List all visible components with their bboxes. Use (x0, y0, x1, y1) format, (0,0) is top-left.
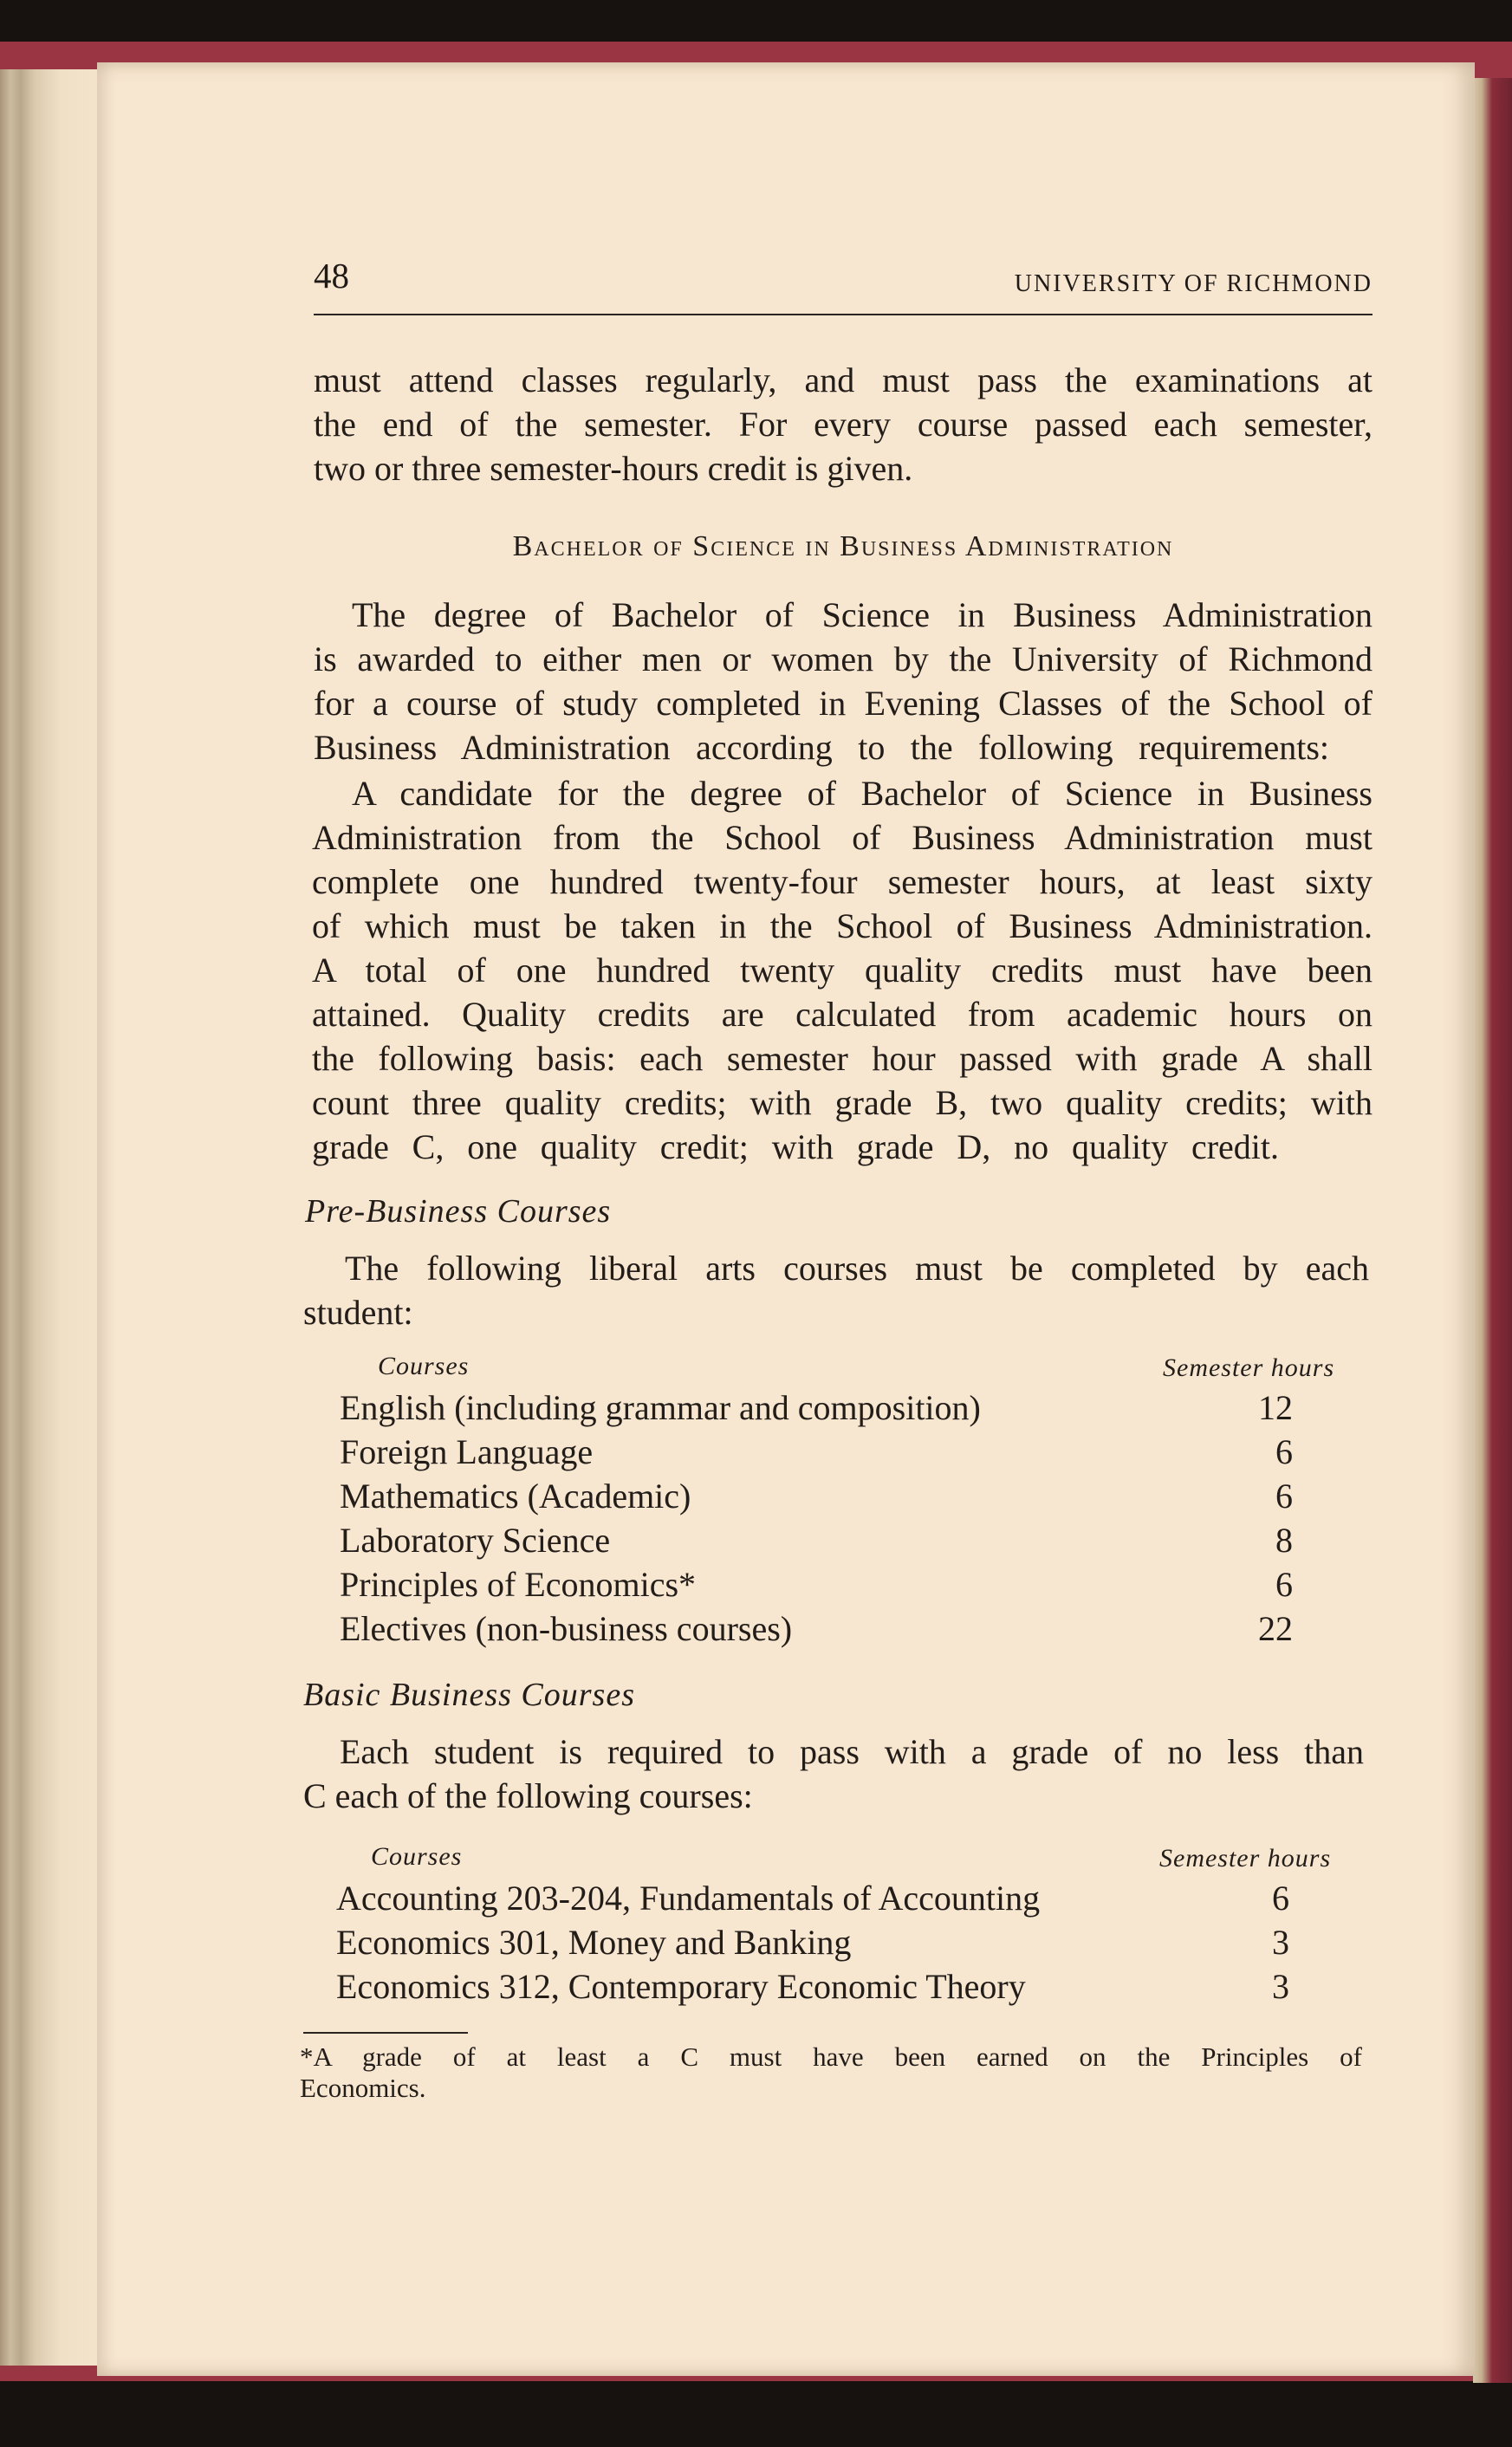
course-name: Accounting 203-204, Fundamentals of Accounting (336, 1879, 1041, 1918)
text-line: The following liberal arts courses must be completed by each (345, 1249, 1369, 1288)
section-heading: Bachelor of Science in Business Administration (512, 530, 1174, 562)
text-line: The degree of Bachelor of Science in Business Administration (352, 595, 1372, 634)
footnote-line: Economics. (300, 2073, 426, 2103)
text-line: Each student is required to pass with a grade of no less than (340, 1732, 1364, 1771)
text-line: the following basis: each semester hour passed with grade A shall (312, 1039, 1372, 1078)
text-line: attained. Quality credits are calculated from academic hours on (312, 995, 1372, 1034)
course-hours: 6 (1272, 1879, 1289, 1918)
column-header-courses: Courses (371, 1842, 463, 1871)
course-hours: 22 (1258, 1609, 1293, 1648)
course-name: Mathematics (Academic) (340, 1477, 691, 1516)
course-hours: 3 (1272, 1967, 1289, 2006)
footnote-line: *A grade of at least a C must have been earned on the Principles of (300, 2041, 1362, 2072)
page-number: 48 (314, 256, 349, 295)
basic-business-heading: Basic Business Courses (303, 1677, 635, 1713)
course-hours: 12 (1258, 1388, 1293, 1427)
text-line: student: (303, 1293, 413, 1332)
course-name: Economics 301, Money and Banking (336, 1923, 852, 1962)
text-line: C each of the following courses: (303, 1776, 753, 1815)
course-hours: 6 (1275, 1477, 1293, 1516)
pre-business-heading: Pre-Business Courses (305, 1193, 612, 1230)
course-name: Foreign Language (340, 1432, 594, 1471)
course-name: Electives (non-business courses) (340, 1609, 793, 1648)
course-name: Economics 312, Contemporary Economic Theory (336, 1967, 1026, 2006)
text-line: A total of one hundred twenty quality credits must have been (312, 951, 1372, 990)
text-line: of which must be taken in the School of Business Administration. (312, 906, 1372, 945)
text-line: is awarded to either men or women by the University of Richmond (314, 639, 1372, 678)
footnote-divider (303, 2032, 468, 2034)
text-line: for a course of study completed in Evening Classes of the School of (314, 684, 1372, 723)
course-hours: 6 (1275, 1565, 1293, 1604)
text-line: Administration from the School of Business Administration must (312, 818, 1372, 857)
text-line: A candidate for the degree of Bachelor of Science in Business (352, 774, 1372, 813)
course-name: Laboratory Science (340, 1521, 611, 1560)
footnote (300, 2041, 1362, 2104)
column-header-courses: Courses (378, 1352, 470, 1380)
text-line: the end of the semester. For every course passed each semester, (314, 405, 1372, 444)
column-header-hours: Semester hours (1163, 1353, 1335, 1382)
course-name: English (including grammar and composition) (340, 1388, 981, 1427)
page-header (314, 251, 1372, 315)
text-line: must attend classes regularly, and must pass the examinations at (314, 360, 1372, 399)
text-line: count three quality credits; with grade B, two quality credits; with (312, 1083, 1372, 1122)
course-hours: 8 (1275, 1521, 1293, 1560)
course-hours: 3 (1272, 1923, 1289, 1962)
left-page-stack (0, 69, 104, 2366)
column-header-hours: Semester hours (1159, 1844, 1332, 1873)
text-line: grade C, one quality credit; with grade D, no quality credit. (312, 1127, 1279, 1166)
text-line: two or three semester-hours credit is given. (314, 449, 913, 488)
text-line: complete one hundred twenty-four semester hours, at least sixty (312, 862, 1372, 901)
course-name: Principles of Economics* (340, 1565, 697, 1604)
running-title: UNIVERSITY OF RICHMOND (1014, 270, 1372, 297)
text-line: Business Administration according to the following requirements: (314, 728, 1329, 767)
course-hours: 6 (1275, 1432, 1293, 1471)
right-cover-edge (1473, 78, 1512, 2383)
